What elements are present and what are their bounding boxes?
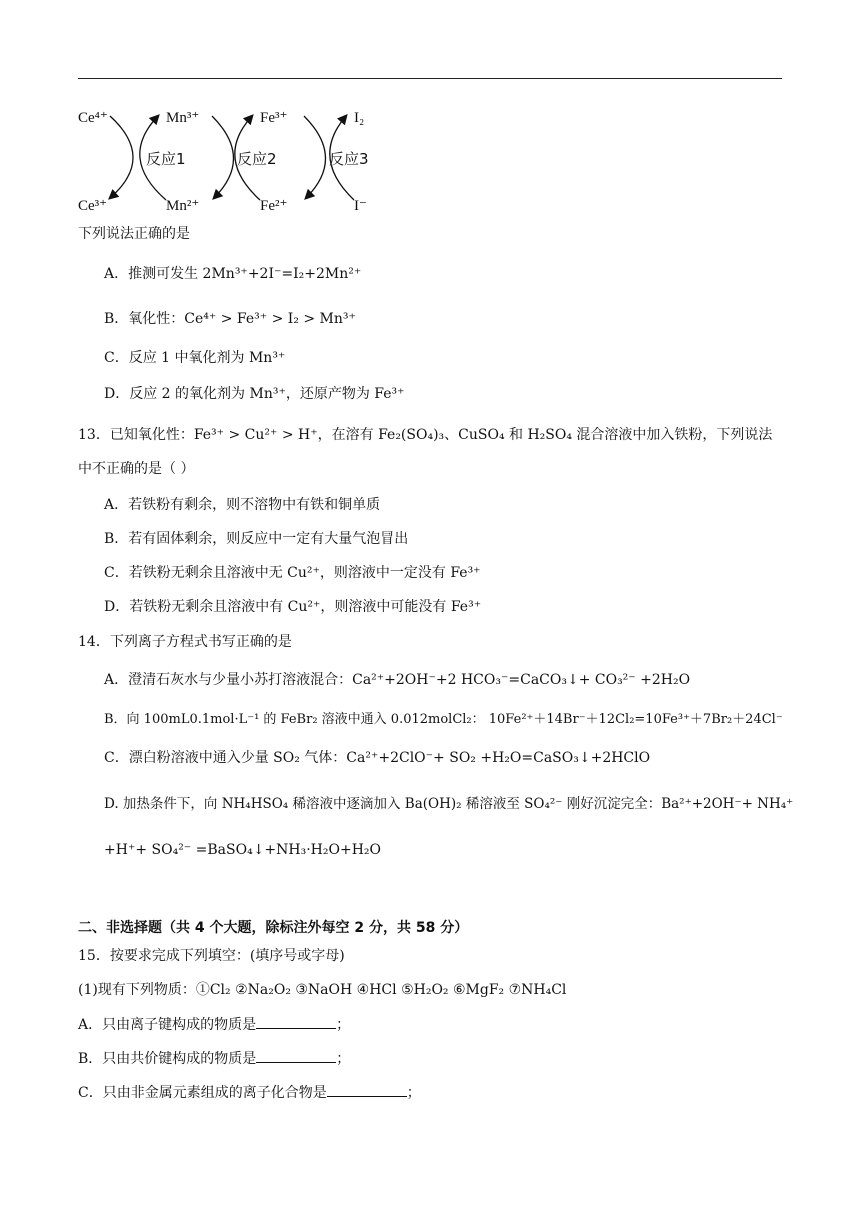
q13-option-b: B．若有固体剩余，则反应中一定有大量气泡冒出 — [104, 531, 409, 547]
q14-option-a: A．澄清石灰水与少量小苏打溶液混合：Ca²⁺+2OH⁻+2 HCO₃⁻=CaCO₃↓+ CO₃²⁻ +2H₂O — [104, 672, 691, 688]
q15-item-a-end: ； — [336, 1017, 351, 1033]
q12-option-a: A．推测可发生 2Mn³⁺+2I⁻=I₂+2Mn²⁺ — [104, 266, 362, 282]
q15-item-c-end: ； — [406, 1085, 421, 1101]
reaction-3-label: 反应3 — [329, 150, 369, 168]
species-mn3: Mn³⁺ — [166, 110, 200, 126]
answer-blank-c[interactable] — [327, 1082, 407, 1097]
reaction-1-label: 反应1 — [146, 150, 186, 168]
q14-option-d-line1: D. 加热条件下，向 NH₄HSO₄ 稀溶液中逐滴加入 Ba(OH)₂ 稀溶液至 SO₄²⁻ 刚好沉淀完全：Ba²⁺+2OH⁻+ NH₄⁺ — [104, 796, 794, 812]
arrow-fe-down — [304, 116, 326, 198]
q13-stem-line1: 13．已知氧化性：Fe³⁺ > Cu²⁺ > H⁺，在溶有 Fe₂(SO₄)₃、CuSO₄ 和 H₂SO₄ 混合溶液中加入铁粉，下列说法 — [78, 427, 773, 443]
q14-option-d-line2: +H⁺+ SO₄²⁻ =BaSO₄↓+NH₃·H₂O+H₂O — [104, 842, 381, 858]
q15-part1: (1)现有下列物质：①Cl₂ ②Na₂O₂ ③NaOH ④HCl ⑤H₂O₂ ⑥MgF₂ ⑦NH₄Cl — [78, 982, 567, 998]
q13-option-c: C．若铁粉无剩余且溶液中无 Cu²⁺，则溶液中一定没有 Fe³⁺ — [104, 565, 481, 581]
redox-cycle-diagram — [74, 102, 384, 218]
q14-option-b: B．向 100mL0.1mol·L⁻¹ 的 FeBr₂ 溶液中通入 0.012molCl₂： 10Fe²⁺＋14Br⁻＋12Cl₂=10Fe³⁺＋7Br₂＋24Cl⁻ — [104, 712, 783, 727]
species-iminus: I⁻ — [354, 198, 367, 214]
arrow-ce-down — [110, 116, 133, 198]
species-ce3: Ce³⁺ — [78, 198, 108, 214]
answer-blank-b[interactable] — [256, 1048, 336, 1063]
q12-stem: 下列说法正确的是 — [78, 226, 190, 242]
q12-option-b: B．氧化性：Ce⁴⁺ > Fe³⁺ > I₂ > Mn³⁺ — [104, 311, 356, 327]
q13-option-a: A．若铁粉有剩余，则不溶物中有铁和铜单质 — [104, 497, 381, 513]
reaction-2-label: 反应2 — [237, 150, 277, 168]
q15-stem: 15．按要求完成下列填空：(填序号或字母) — [78, 948, 345, 964]
q15-item-b-end: ； — [336, 1051, 351, 1067]
q15-item-b-label: B．只由共价键构成的物质是 — [78, 1051, 257, 1067]
q15-item-a — [78, 1014, 350, 1035]
species-ce4: Ce⁴⁺ — [78, 110, 108, 126]
q15-item-b — [78, 1048, 350, 1069]
q15-item-a-label: A．只由离子键构成的物质是 — [78, 1017, 257, 1033]
q12-option-d: D．反应 2 的氧化剂为 Mn³⁺，还原产物为 Fe³⁺ — [104, 386, 405, 402]
species-mn2: Mn²⁺ — [166, 198, 200, 214]
header-rule — [78, 78, 782, 79]
q15-item-c — [78, 1082, 421, 1103]
species-i2: I₂ — [354, 110, 365, 126]
section-2-title: 二、非选择题（共 4 个大题，除标注外每空 2 分，共 58 分） — [78, 920, 469, 936]
species-fe3: Fe³⁺ — [260, 110, 288, 126]
q15-item-c-label: C．只由非金属元素组成的离子化合物是 — [78, 1085, 327, 1101]
species-fe2: Fe²⁺ — [260, 198, 288, 214]
q14-option-c: C．漂白粉溶液中通入少量 SO₂ 气体：Ca²⁺+2ClO⁻+ SO₂ +H₂O=CaSO₃↓+2HClO — [104, 750, 651, 766]
q13-stem-line2: 中不正确的是（ ） — [78, 461, 195, 477]
q14-stem: 14．下列离子方程式书写正确的是 — [78, 634, 292, 650]
q13-option-d: D．若铁粉无剩余且溶液中有 Cu²⁺，则溶液中可能没有 Fe³⁺ — [104, 599, 482, 615]
q12-option-c: C．反应 1 中氧化剂为 Mn³⁺ — [104, 350, 286, 366]
answer-blank-a[interactable] — [256, 1014, 336, 1029]
arrow-mn-down — [212, 116, 234, 198]
